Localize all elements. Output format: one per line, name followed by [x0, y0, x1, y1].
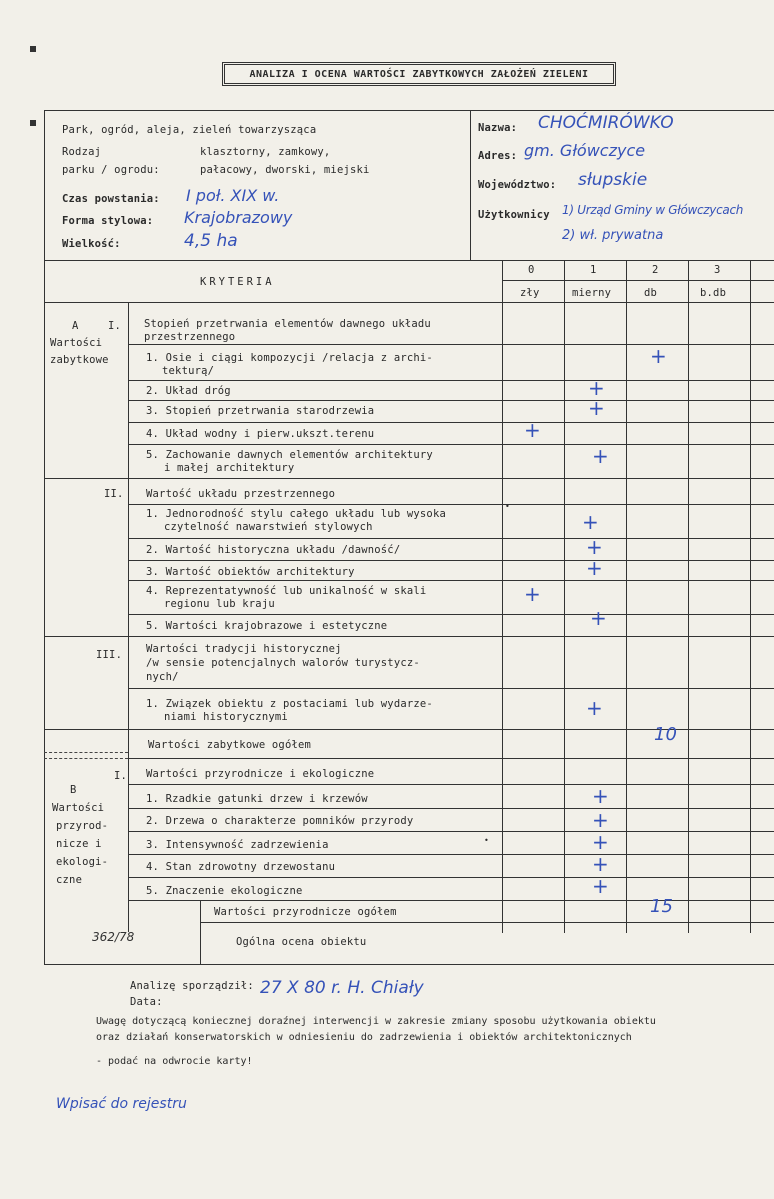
row-line	[128, 688, 774, 689]
criterion-row: i małej architektury	[164, 462, 295, 474]
grade-3: b.db	[700, 287, 727, 299]
grade-1: mierny	[572, 287, 612, 299]
section-a-num-3: III.	[96, 649, 123, 661]
section-b-num-1: I.	[114, 770, 128, 782]
col-3-left	[688, 260, 689, 933]
grade-2: db	[644, 287, 658, 299]
col-1-left	[564, 260, 565, 933]
rodzaj-options-2: pałacowy, dworski, miejski	[200, 164, 370, 176]
row-line	[128, 380, 774, 381]
mark-plus: +	[588, 376, 605, 400]
row-line	[128, 400, 774, 401]
mark-plus: +	[592, 830, 609, 854]
criterion-row: 4. Układ wodny i pierw.ukszt.terenu	[146, 428, 375, 440]
criterion-row: 1. Związek obiektu z postaciami lub wydarze-	[146, 698, 433, 710]
grade-0: zły	[520, 287, 540, 299]
section-a2-heading: Wartość układu przestrzennego	[146, 488, 336, 500]
frame-divider-header	[470, 110, 471, 260]
rodzaj-options-1: klasztorny, zamkowy,	[200, 146, 331, 158]
mark-plus: +	[588, 396, 605, 420]
frame-top	[44, 110, 774, 111]
section-a-num-2: II.	[104, 488, 124, 500]
criterion-row: 2. Układ dróg	[146, 385, 231, 397]
archive-number: 362/78	[92, 930, 135, 944]
criterion-row: 1. Osie i ciągi kompozycji /relacja z archi-	[146, 352, 433, 364]
forma-label: Forma stylowa:	[62, 215, 154, 227]
uzytkownicy-value-1: 1) Urząd Gminy w Główczycach	[562, 203, 744, 217]
mark-plus: +	[586, 535, 603, 559]
criterion-row: 1. Jednorodność stylu całego układu lub wysoka	[146, 508, 446, 520]
mark-plus: +	[650, 344, 667, 368]
row-line	[44, 636, 774, 637]
section-b-label-line: czne	[56, 874, 83, 886]
section-a-label-z: zabytkowe	[50, 354, 109, 366]
score-2: 2	[652, 264, 659, 276]
adres-value: gm. Główczyce	[524, 141, 646, 160]
mark-plus: +	[592, 444, 609, 468]
wojewodztwo-label: Województwo:	[478, 179, 557, 191]
mark-plus: +	[592, 874, 609, 898]
mark-plus: +	[592, 808, 609, 832]
score-1: 1	[590, 264, 597, 276]
criterion-row: 3. Stopień przetrwania starodrzewia	[146, 405, 375, 417]
score-header-divider	[502, 280, 774, 281]
row-line	[128, 560, 774, 561]
criterion-row: 2. Drzewa o charakterze pomników przyrody	[146, 815, 414, 827]
section-a1-heading-a: Stopień przetrwania elementów dawnego układu	[144, 318, 431, 330]
nazwa-label: Nazwa:	[478, 122, 518, 134]
uzytkownicy-value-2: 2) wł. prywatna	[562, 228, 664, 243]
criterion-row: niami historycznymi	[164, 711, 288, 723]
row-line	[128, 344, 774, 345]
rodzaj-label: Rodzaj	[62, 146, 102, 158]
section-divider-dashed	[44, 752, 128, 753]
corner-marker	[30, 120, 36, 126]
wielkosc-label: Wielkość:	[62, 238, 121, 250]
section-b-letter: B	[70, 784, 77, 796]
section-divider-dashed	[44, 758, 128, 759]
type-line: Park, ogród, aleja, zieleń towarzysząca	[62, 124, 317, 136]
section-a3-heading-c: nych/	[146, 671, 179, 683]
uzytkownicy-label: Użytkownicy	[478, 209, 550, 221]
criteria-divider	[128, 302, 129, 932]
section-b-total-label: Wartości przyrodnicze ogółem	[214, 906, 397, 918]
forma-value: Krajobrazowy	[184, 208, 293, 227]
row-line	[44, 478, 774, 479]
data-label: Data:	[130, 996, 163, 1008]
criterion-row: 3. Intensywność zadrzewienia	[146, 839, 329, 851]
row-line	[128, 504, 774, 505]
score-0: 0	[528, 264, 535, 276]
czas-label: Czas powstania:	[62, 193, 160, 205]
section-a-num-1: I.	[108, 320, 122, 332]
mark-plus: +	[592, 784, 609, 808]
czas-value: I poł. XIX w.	[186, 186, 280, 205]
frame-left	[44, 110, 45, 964]
note-line: oraz działań konserwatorskich w odniesieniu do zadrzewienia i obiektów architektonicznych	[96, 1032, 632, 1043]
col-3-right	[750, 260, 751, 933]
section-a1-heading-b: przestrzennego	[144, 331, 236, 343]
parku-label: parku / ogrodu:	[62, 164, 160, 176]
overall-label: Ogólna ocena obiektu	[236, 936, 367, 948]
mark-plus: +	[592, 852, 609, 876]
scan-dot: •	[484, 836, 490, 845]
wielkosc-value: 4,5 ha	[184, 231, 238, 251]
row-line	[128, 580, 774, 581]
row-line	[128, 877, 774, 878]
mark-plus: +	[586, 556, 603, 580]
criterion-row: czytelność nawarstwień stylowych	[164, 521, 373, 533]
criterion-row: 3. Wartość obiektów architektury	[146, 566, 355, 578]
row-line	[128, 900, 774, 901]
note-line: - podać na odwrocie karty!	[96, 1056, 253, 1067]
row-line	[128, 854, 774, 855]
score-3: 3	[714, 264, 721, 276]
section-a-label-w: Wartości	[50, 337, 103, 349]
adres-label: Adres:	[478, 150, 518, 162]
row-line	[128, 538, 774, 539]
section-b-total-value: 15	[650, 896, 673, 917]
criterion-row: regionu lub kraju	[164, 598, 275, 610]
page-title: ANALIZA I OCENA WARTOŚCI ZABYTKOWYCH ZAŁOŻEŃ ZIELENI	[222, 62, 616, 86]
section-b-label-line: przyrod-	[56, 820, 109, 832]
row-line	[128, 614, 774, 615]
section-a-total-value: 10	[654, 724, 677, 745]
section-a-total-label: Wartości zabytkowe ogółem	[148, 739, 312, 751]
signature-date: 27 X 80 r. H. Chiały	[260, 978, 424, 998]
criterion-row: 1. Rzadkie gatunki drzew i krzewów	[146, 793, 368, 805]
section-a3-heading-b: /w sensie potencjalnych walorów turystycz-	[146, 657, 420, 669]
note-line: Uwagę dotyczącą koniecznej doraźnej interwencji w zakresie zmiany sposobu użytkowania obiektu	[96, 1016, 656, 1027]
row-line	[200, 922, 774, 923]
mark-plus: +	[524, 418, 541, 442]
nazwa-value: CHOĆMIRÓWKO	[538, 113, 674, 133]
handwritten-note: Wpisać do rejestru	[56, 1096, 187, 1112]
section-a-letter: A	[72, 320, 79, 332]
wojewodztwo-value: słupskie	[578, 170, 648, 190]
kryteria-heading: KRYTERIA	[200, 276, 275, 288]
col-0-left	[502, 260, 503, 933]
criterion-row: 5. Zachowanie dawnych elementów architektury	[146, 449, 433, 461]
section-b-heading: Wartości przyrodnicze i ekologiczne	[146, 768, 375, 780]
criterion-row: 4. Stan zdrowotny drzewostanu	[146, 861, 336, 873]
analiza-label: Analizę sporządził:	[130, 980, 254, 992]
mark-plus: +	[524, 582, 541, 606]
criterion-row: 4. Reprezentatywność lub unikalność w skali	[146, 585, 427, 597]
row-line	[128, 831, 774, 832]
criteria-bottom	[44, 302, 774, 303]
criterion-row: tekturą/	[162, 365, 215, 377]
mark-plus: +	[586, 696, 603, 720]
row-line	[128, 422, 774, 423]
section-b-label-line: nicze i	[56, 838, 102, 850]
mark-plus: +	[582, 510, 599, 534]
mark-plus: +	[590, 606, 607, 630]
criterion-row: 2. Wartość historyczna układu /dawność/	[146, 544, 401, 556]
overall-left	[200, 900, 201, 964]
row-line	[128, 808, 774, 809]
criteria-top	[44, 260, 774, 261]
section-b-label-line: Wartości	[52, 802, 105, 814]
col-2-left	[626, 260, 627, 933]
criterion-row: 5. Znaczenie ekologiczne	[146, 885, 303, 897]
row-line	[128, 784, 774, 785]
section-a3-heading-a: Wartości tradycji historycznej	[146, 643, 342, 655]
scan-dot: •	[505, 502, 511, 511]
row-line	[128, 444, 774, 445]
criterion-row: 5. Wartości krajobrazowe i estetyczne	[146, 620, 388, 632]
row-line	[128, 758, 774, 759]
corner-marker	[30, 46, 36, 52]
frame-bottom	[44, 964, 774, 965]
section-b-label-line: ekologi-	[56, 856, 109, 868]
